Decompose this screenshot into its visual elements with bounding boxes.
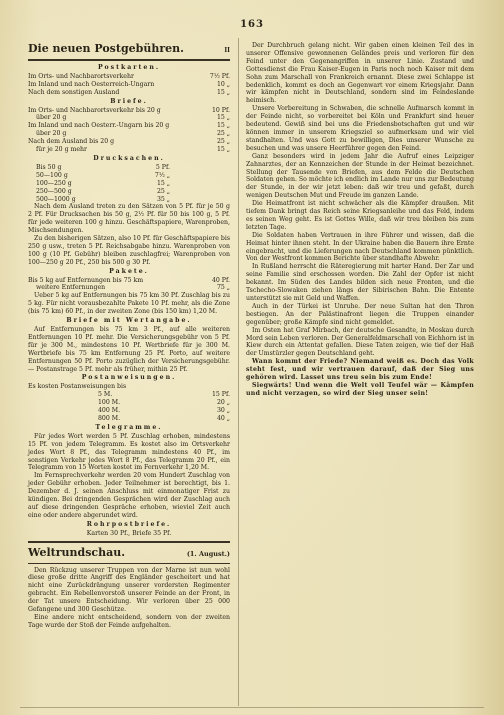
telegramme-paragraph: Für jedes Wort werden 5 Pf. Zuschlag erhoben, mindestens 15 Pf. von jedem Telegramm. Es kostet also im Ortsverkehr jedes Wort 8 Pf., das Telegramm mindestens 40 Pf., im sonstigen Verkehr jedes Wort 8 Pf., das Telegramm 20 Pf., ein Telegramm von 15 Worten kostet im Fernverkehr 1,20 M. (28, 432, 230, 472)
anweisung-label: 800 M. (98, 414, 121, 422)
briefe-row (28, 138, 230, 146)
briefe-value: 25 „ (216, 130, 230, 138)
rundschau-paragraph: Eine andere nicht entscheidend, sondern von der zweiten Tage wurde der Stoß der Feinde aufgehalten. (28, 614, 230, 629)
anweisung-label: 100 M. (98, 399, 121, 407)
briefe-label: über 20 g (36, 130, 67, 138)
briefe-label: Nach dem Ausland bis 20 g (28, 138, 115, 146)
briefe-title: Briefe. (110, 97, 148, 105)
pakete-value: 75 „ (216, 284, 230, 292)
briefe-row (28, 122, 230, 130)
briefe-value: 15 „ (216, 146, 230, 154)
fernsprech-paragraph: Im Fernsprechverkehr werden 20 vom Hundert Zuschlag von jeder Gebühr erhoben. Jeder Teilnehmer ist berechtigt, bis 1. Dezember d. J. seinen Anschluss mit einmonatiger Frist zu kündigen. Bei dringenden Gesprächen wird der Zuschlag auch auf diese dringenden Gespräche erhoben, wieviel Zeit auch eine oder andere abgerundet wird. (28, 472, 230, 519)
drucksachen-paragraph: Nach dem Ausland treten zu den Sätzen von 5 Pf. für je 50 g 2 Pf. Für Drucksachen bis 50 g, 2½ Pf. für 50 bis 100 g, 5 Pf. für jede weiteren 100 g hinzu. Geschäftspapiere, Warenproben, Mischsendungen. (28, 203, 230, 235)
anweisung-value: 15 Pf. (211, 391, 230, 399)
drucksachen-row (28, 180, 230, 188)
pakete-paragraph: Ueber 5 kg auf Entfernungen bis 75 km 30 Pf. Zuschlag bis zu 5 kg. Für nicht vorausbezahlte Pakete 10 Pf. mehr, als die Zone (bis 75 km) 60 Pf., in der zweiten Zone (bis 150 km) 1,20 M. (28, 292, 230, 316)
left-column (28, 42, 230, 630)
rate-value: 15 „ (216, 88, 230, 96)
briefe-row (28, 130, 230, 138)
pakete-title: Pakete. (109, 267, 149, 275)
article-paragraph: Auch in der Türkei ist Unruhe. Der neue Sultan hat den Thron bestiegen. An der Palästinafront liegen die Truppen einander gegenüber; große Kämpfe sind nicht gemeldet. (246, 302, 474, 326)
briefe-value: 10 Pf. (211, 106, 230, 114)
drucksachen-value: 5 Pf. (155, 163, 170, 171)
heading-rule (28, 59, 230, 61)
rohrpost-line: Karten 30 Pf., Briefe 35 Pf. (86, 529, 172, 537)
article-paragraph: In Rußland herrscht die Räteregierung mit harter Hand. Der Zar und seine Familie sind erschossen worden. Die Zahl der Opfer ist nicht bekannt. Im Süden des Landes bilden sich neue Fronten, und die Tschecho-Slowaken ziehen längs der Sibirischen Bahn. Die Entente unterstützt sie mit Geld und Waffen. (246, 263, 474, 302)
briefe-label: Im Inland und nach Oesterr.-Ungarn bis 20 g (28, 122, 170, 130)
drucksachen-label: 100—250 g (36, 179, 72, 187)
pakete-row (28, 284, 230, 292)
page-number: 163 (240, 19, 264, 30)
rate-label: Im Orts- und Nachbarortsverkehr (28, 72, 134, 80)
drucksachen-value: 7½ „ (154, 171, 170, 179)
weltrundschau-date: (1. August.) (186, 549, 230, 558)
article-paragraph: Der Durchbruch gelang nicht. Wir gaben einen kleinen Teil des in unserer Offensive gewonnenen Geländes preis und verloren für den Feind unter den Gegenangriffen in unserer Linie. Zustand und Gottesdienst die Frau Kaiser-Eugen in Paris noch noch Kaiser mit dem Sohn zum Marschall von Frankreich ernannt. Diese zwei Schlappe ist bedenklich, kommt es doch an Gegenwart vor einem Kriegsjahr. Dann wir kämpfen nicht in Deutschland, sondern sind im Feindeslande heimisch. (246, 42, 474, 105)
anweisung-value: 40 „ (216, 414, 230, 422)
rate-row (28, 81, 230, 89)
rundschau-paragraph: Den Rückzug unserer Truppen von der Marne ist nun wohl diese große dritte Angriff des Engländer gescheitert und hat nicht eine Zurückdrängung unserer vordersten Regimenter gebracht. Ein Rebellenvorstoß unserer Feinde an der Front, in der Tat unsere Entscheidung. Wir verloren über 25 000 Gefangene und 300 Geschütze. (28, 566, 230, 614)
rate-label: Nach dem sonstigen Ausland (28, 88, 120, 96)
pakete-row (28, 277, 230, 285)
postkarten-title: Postkarten. (98, 64, 160, 71)
rate-value: 10 „ (216, 80, 230, 88)
briefe-value: 15 „ (216, 122, 230, 130)
anweisung-row (28, 399, 230, 407)
rate-label: Im Inland und nach Oesterreich-Ungarn (28, 80, 155, 88)
article-paragraph: Unsere Vorbereitung in Schwaben, die schnelle Aufmarsch kommt in der Feinde nicht, so vorbereitet bei Köln und Frankfurt sind heuer bedeutend. Gewiß sind bei uns die Friedensbotschaften gut und wir können immer in unserem Kriegsziel so aufmerksam und wir viel standhalten. Und was Gott zu bewilligen, Dies unserer Wunsche zu besuchen und was unsere Heerführer gegen den Feind. (246, 105, 474, 152)
anweisung-row (28, 391, 230, 399)
telegramme-title: Telegramme. (95, 423, 163, 431)
rate-value: 7½ Pf. (209, 72, 230, 80)
drucksachen-label: Bis 50 g (36, 163, 62, 171)
postgebuehren-heading-note: II (224, 47, 230, 54)
briefe-value: 25 „ (216, 138, 230, 146)
pakete-label: Bis 5 kg auf Entfernungen bis 75 km (28, 276, 144, 284)
anweisung-value: 30 „ (216, 407, 230, 415)
anweisung-row (28, 407, 230, 415)
postgebuehren-heading: Die neuen Postgebühren. (28, 42, 184, 55)
pakete-label: weitere Entfernungen (36, 284, 106, 292)
postanweisungen-title: Postanweisungen. (81, 374, 177, 382)
drucksachen-label: 500—1000 g (36, 195, 76, 203)
rohrpost-title: Rohrpostbriefe. (86, 520, 172, 528)
anweisung-label: 5 M. (98, 391, 113, 399)
article-paragraph: Siegwärts! Und wenn die Welt voll Teufel wär — Kämpfen und nicht verzagen, so wird der Sieg unser sein! (246, 381, 474, 397)
drucksachen-row (28, 188, 230, 196)
postgebuehren-heading-row (28, 42, 230, 56)
anweisung-label: 400 M. (98, 407, 121, 415)
briefe-row (28, 146, 230, 154)
drucksachen-value: 15 „ (156, 179, 170, 187)
drucksachen-row (28, 172, 230, 180)
drucksachen-label: 50—100 g (36, 171, 68, 179)
article-paragraph: Die Heimatfront ist nicht schwächer als die Kämpfer draußen. Mit tiefem Dank bringt das Reich seine Kriegsanleihe und das Feld, indem es seinen Weg geht. Es ist Gottes Wille, daß wir treu bleiben bis zum letzten Tage. (246, 200, 474, 231)
article-paragraph: Die Soldaten haben Vertrauen in ihre Führer und wissen, daß die Heimat hinter ihnen steht. In der Ukraine haben die Bauern ihre Ernte eingebracht, und die Lieferungen nach Deutschland kommen pünktlich. Von der Westfront kommen Berichte über standhafte Abwehr. (246, 231, 474, 263)
briefe-row (28, 107, 230, 115)
column-divider (238, 38, 239, 706)
rate-row (28, 73, 230, 81)
briefe-value: 15 „ (216, 114, 230, 122)
drucksachen-value: 25 „ (156, 187, 170, 195)
drucksachen-row (28, 196, 230, 204)
heading-rule (28, 563, 230, 564)
postanweisungen-lead: Es kosten Postanweisungen bis (28, 383, 127, 391)
briefe-label: für je 20 g mehr (36, 146, 87, 154)
drucksachen-value: 35 „ (156, 195, 170, 203)
briefe-row (28, 114, 230, 122)
right-column (246, 42, 474, 398)
briefe-label: über 20 g (36, 114, 67, 122)
bottom-rule (20, 707, 484, 708)
article-paragraph: Im Osten hat Graf Mirbach, der deutsche Gesandte, in Moskau durch Mord sein Leben verloren. Der Generalfeldmarschall von Eichhorn ist in Kiew durch ein Attentat gefallen. Diese Taten zeigen, wie tief der Haß der Umstürzler gegen Deutschland geht. (246, 326, 474, 358)
section-rule (28, 541, 230, 543)
article-paragraph: Ganz besonders wird in jedem Jahr die Aufruf eines Leipziger Zahnarztes, der an Kennzeichen der Stunde in der Heimat bezeichnet. Stellung der Tausende von Briefen, aus dem Felde die Deutschen Soldaten gehen. So möchte ich endlich im Lande nur uns zur Bedeutung der Stunde, in der wir jetzt leben: daß wir treu und gefaßt, durch wenigen Deutschen Mut und Freude im ganzen Lande. (246, 152, 474, 200)
geschaeftspapiere-paragraph: Zu den bisherigen Sätzen, also 10 Pf. für Geschäftspapiere bis 250 g usw., treten 5 Pf. Reichsabgabe hinzu. Warenproben von 100 g (10 Pf. Gebühr) bleiben zuschlagfrei; Warenproben von 100—250 g 20 Pf., 250 bis 500 g 30 Pf. (28, 235, 230, 266)
drucksachen-row (28, 164, 230, 172)
wertbriefe-paragraph: Auf Entfernungen bis 75 km 3 Pf., auf alle weiteren Entfernungen 10 Pf. mehr. Die Versicherungsgebühr von 5 Pf. für je 300 M., mindestens 10 Pf. Wertbriefe für je 300 M. Wertbriefe bis 75 km Entfernung 25 Pf. Porto, auf weitere Entfernungen 50 Pf. Porto zuzüglich der Versicherungsgebühr. — Postanstrage 5 Pf. mehr als früher, mithin 25 Pf. (28, 326, 230, 373)
drucksachen-label: 250—500 g (36, 187, 72, 195)
weltrundschau-heading: Weltrundschau. (28, 545, 126, 559)
anweisung-value: 20 „ (216, 399, 230, 407)
pakete-value: 40 Pf. (211, 276, 230, 284)
wertbriefe-title: Briefe mit Wertangabe. (66, 317, 192, 325)
article-paragraph: Wann kommt der Friede? Niemand weiß es. Doch das Volk steht fest, und wir vertrauen darauf, daß der Sieg uns gehören wird. Lasset uns treu sein bis zum Ende! (246, 358, 474, 382)
rate-row (28, 89, 230, 97)
rundschau-heading-row (28, 546, 230, 560)
drucksachen-title: Drucksachen. (93, 154, 165, 162)
briefe-label: Im Orts- und Nachbarortsverkehr bis 20 g (28, 106, 161, 114)
anweisung-row (28, 415, 230, 423)
